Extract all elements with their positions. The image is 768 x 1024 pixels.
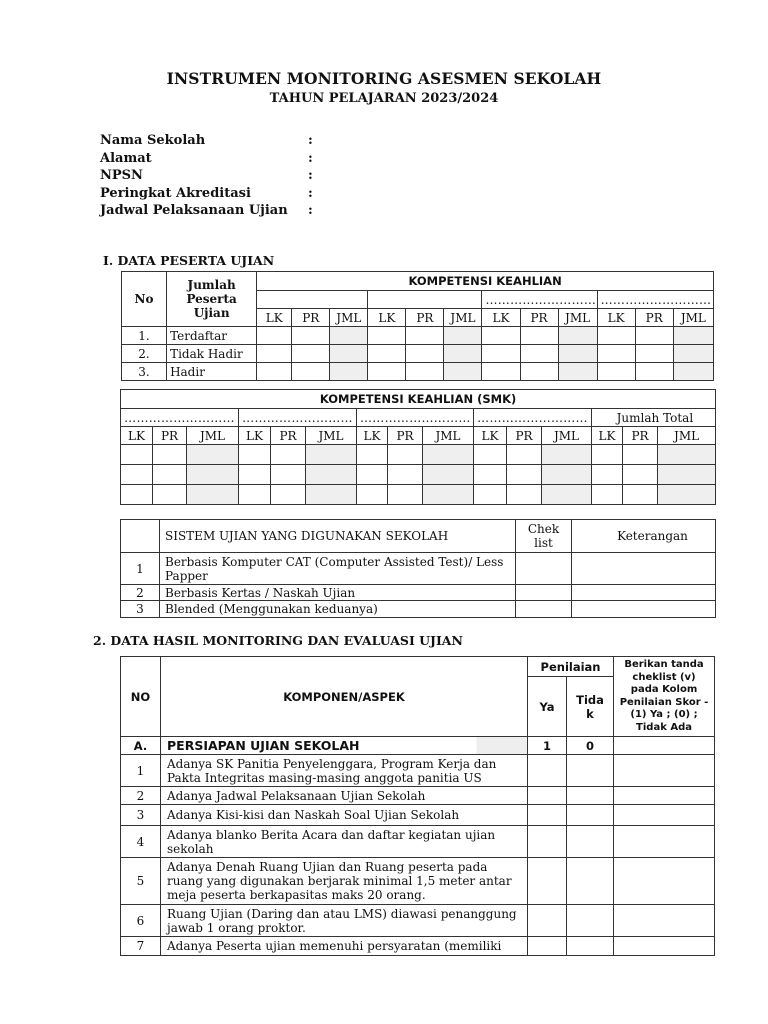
input-cell[interactable] — [635, 363, 673, 381]
input-cell[interactable] — [423, 445, 474, 465]
input-cell[interactable] — [153, 465, 187, 485]
row-number: 1. — [122, 327, 167, 345]
keterangan-cell[interactable] — [572, 553, 716, 585]
sub-header-jml: JML — [444, 309, 482, 327]
input-cell[interactable] — [520, 345, 558, 363]
kompetensi-group-label — [257, 291, 368, 309]
identity-row-npsn — [100, 167, 430, 185]
table-row — [121, 826, 715, 858]
row-number: 3. — [122, 363, 167, 381]
input-cell[interactable] — [388, 445, 423, 465]
group-score-tidak: 0 — [567, 737, 614, 755]
row-number: 2 — [121, 585, 160, 601]
table-row — [121, 905, 715, 937]
col-header-sistem: SISTEM UJIAN YANG DIGUNAKAN SEKOLAH — [160, 520, 516, 553]
group-number: A. — [121, 737, 161, 755]
row-number: 2 — [121, 787, 161, 805]
sub-header-pr: PR — [406, 309, 444, 327]
table-row — [122, 327, 714, 345]
input-cell[interactable] — [153, 485, 187, 505]
table-row — [121, 858, 715, 905]
table-row — [121, 445, 716, 465]
smk-competency-table — [120, 389, 716, 505]
sub-header-lk: LK — [239, 427, 271, 445]
input-cell[interactable] — [423, 465, 474, 485]
input-cell[interactable] — [592, 465, 623, 485]
score-tidak-cell[interactable] — [567, 755, 614, 787]
sub-header-lk: LK — [357, 427, 388, 445]
smk-group-label: ……………………… — [121, 409, 239, 427]
table-row — [121, 755, 715, 787]
input-cell[interactable] — [388, 485, 423, 505]
input-cell[interactable] — [357, 465, 388, 485]
identity-colon: : — [308, 133, 313, 149]
row-label: Berbasis Kertas / Naskah Ujian — [160, 585, 516, 601]
input-cell[interactable] — [121, 485, 153, 505]
row-label: Adanya SK Panitia Penyelenggara, Program Kerja dan Pakta Integritas masing-masing anggota panitia US — [161, 755, 528, 787]
input-cell[interactable] — [357, 445, 388, 465]
section-1-heading: I. DATA PESERTA UJIAN — [103, 253, 275, 268]
input-cell[interactable] — [623, 465, 658, 485]
identity-label: Peringkat Akreditasi — [100, 185, 251, 201]
checklist-cell[interactable] — [516, 585, 572, 601]
input-cell[interactable] — [271, 465, 306, 485]
col-header-no: NO — [121, 657, 161, 737]
input-cell[interactable] — [474, 465, 507, 485]
smk-group-label: ……………………… — [239, 409, 357, 427]
input-cell[interactable] — [330, 345, 368, 363]
input-cell[interactable] — [482, 345, 520, 363]
identity-label: Jadwal Pelaksanaan Ujian — [100, 203, 288, 219]
input-cell[interactable] — [239, 465, 271, 485]
input-cell[interactable] — [558, 345, 597, 363]
school-identity-block — [100, 132, 430, 220]
row-label: Adanya Kisi-kisi dan Naskah Soal Ujian Sekolah — [161, 805, 528, 826]
sub-header-jml: JML — [306, 427, 357, 445]
sub-header-jml: JML — [673, 309, 713, 327]
participant-table — [121, 271, 714, 381]
row-label: Adanya Denah Ruang Ujian dan Ruang peserta pada ruang yang digunakan berjarak minimal 1,5 meter antar meja peserta berkapasitas maks 20 orang. — [161, 858, 528, 905]
checklist-cell[interactable] — [516, 553, 572, 585]
row-number: 3 — [121, 601, 160, 618]
input-cell[interactable] — [187, 445, 239, 465]
col-header-checklist: Chek list — [516, 520, 572, 553]
input-cell[interactable] — [330, 327, 368, 345]
input-cell[interactable] — [635, 327, 673, 345]
sub-header-lk: LK — [121, 427, 153, 445]
note-cell[interactable] — [614, 755, 715, 787]
input-cell[interactable] — [482, 327, 520, 345]
input-cell[interactable] — [388, 465, 423, 485]
table-row — [122, 345, 714, 363]
group-label: PERSIAPAN UJIAN SEKOLAH — [161, 737, 528, 755]
smk-group-label-total: Jumlah Total — [592, 409, 716, 427]
input-cell[interactable] — [658, 465, 716, 485]
score-tidak-cell[interactable] — [567, 787, 614, 805]
input-cell[interactable] — [597, 327, 635, 345]
input-cell[interactable] — [153, 445, 187, 465]
sub-header-jml: JML — [187, 427, 239, 445]
input-cell[interactable] — [520, 327, 558, 345]
note-cell[interactable] — [614, 905, 715, 937]
sub-header-lk: LK — [597, 309, 635, 327]
input-cell[interactable] — [542, 445, 592, 465]
input-cell[interactable] — [271, 445, 306, 465]
score-ya-cell[interactable] — [528, 937, 567, 956]
table-row — [121, 601, 716, 618]
sub-header-jml: JML — [330, 309, 368, 327]
row-label: Ruang Ujian (Daring dan atau LMS) diawasi penanggung jawab 1 orang proktor. — [161, 905, 528, 937]
input-cell[interactable] — [121, 465, 153, 485]
smk-group-label: ……………………… — [357, 409, 474, 427]
table-row — [121, 937, 715, 956]
input-cell[interactable] — [673, 327, 713, 345]
score-tidak-cell[interactable] — [567, 826, 614, 858]
input-cell[interactable] — [330, 363, 368, 381]
identity-row-jadwal — [100, 202, 430, 220]
sub-header-lk: LK — [482, 309, 520, 327]
input-cell[interactable] — [271, 485, 306, 505]
table-row — [122, 363, 714, 381]
note-cell[interactable] — [614, 787, 715, 805]
input-cell[interactable] — [558, 327, 597, 345]
keterangan-cell[interactable] — [572, 601, 716, 618]
col-header-penilaian: Penilaian — [528, 657, 614, 677]
input-cell[interactable] — [187, 465, 239, 485]
input-cell[interactable] — [558, 363, 597, 381]
row-label: Tidak Hadir — [167, 345, 257, 363]
sub-header-pr: PR — [507, 427, 542, 445]
input-cell[interactable] — [673, 363, 713, 381]
identity-colon: : — [308, 203, 313, 219]
sub-header-lk: LK — [474, 427, 507, 445]
exam-system-table — [120, 519, 716, 618]
col-header-no: No — [122, 272, 167, 327]
row-number: 5 — [121, 858, 161, 905]
input-cell[interactable] — [292, 363, 330, 381]
input-cell[interactable] — [658, 485, 716, 505]
col-header-no-empty — [121, 520, 160, 553]
input-cell[interactable] — [257, 327, 292, 345]
group-score-ya: 1 — [528, 737, 567, 755]
table-row — [121, 553, 716, 585]
input-cell[interactable] — [444, 345, 482, 363]
score-tidak-cell[interactable] — [567, 858, 614, 905]
identity-colon: : — [308, 185, 313, 201]
input-cell[interactable] — [658, 445, 716, 465]
sub-header-jml: JML — [423, 427, 474, 445]
score-ya-cell[interactable] — [528, 787, 567, 805]
kompetensi-group-label: ……………………… — [597, 291, 713, 309]
row-number: 1 — [121, 553, 160, 585]
input-cell[interactable] — [507, 485, 542, 505]
input-cell[interactable] — [257, 345, 292, 363]
monitoring-table — [120, 656, 715, 956]
input-cell[interactable] — [121, 445, 153, 465]
score-ya-cell[interactable] — [528, 826, 567, 858]
input-cell[interactable] — [542, 485, 592, 505]
input-cell[interactable] — [292, 345, 330, 363]
col-header-instruction: Berikan tanda cheklist (v) pada Kolom Penilaian Skor - (1) Ya ; (0) ; Tidak Ada — [614, 657, 715, 737]
identity-label: Nama Sekolah — [100, 133, 206, 149]
input-cell[interactable] — [406, 363, 444, 381]
score-ya-cell[interactable] — [528, 905, 567, 937]
score-tidak-cell[interactable] — [567, 805, 614, 826]
row-number: 7 — [121, 937, 161, 956]
input-cell[interactable] — [474, 445, 507, 465]
document-subtitle: TAHUN PELAJARAN 2023/2024 — [269, 91, 499, 106]
input-cell[interactable] — [623, 445, 658, 465]
sub-header-lk: LK — [257, 309, 292, 327]
score-ya-cell[interactable] — [528, 805, 567, 826]
sub-header-pr: PR — [520, 309, 558, 327]
input-cell[interactable] — [306, 465, 357, 485]
smk-group-label: ……………………… — [474, 409, 592, 427]
input-cell[interactable] — [520, 363, 558, 381]
input-cell[interactable] — [423, 485, 474, 505]
note-cell[interactable] — [614, 826, 715, 858]
sub-header-pr: PR — [388, 427, 423, 445]
sub-header-jml: JML — [658, 427, 716, 445]
row-label: Terdaftar — [167, 327, 257, 345]
kompetensi-group-label — [368, 291, 482, 309]
table-row — [121, 585, 716, 601]
input-cell[interactable] — [592, 445, 623, 465]
sub-header-jml: JML — [542, 427, 592, 445]
input-cell[interactable] — [239, 445, 271, 465]
input-cell[interactable] — [406, 345, 444, 363]
row-label: Adanya Peserta ujian memenuhi persyaratan (memiliki — [161, 937, 528, 956]
input-cell[interactable] — [673, 345, 713, 363]
col-header-tidak: Tidak — [567, 677, 614, 737]
sub-header-lk: LK — [368, 309, 406, 327]
col-header-jumlah-peserta: Jumlah Peserta Ujian — [167, 272, 257, 327]
document-title: INSTRUMEN MONITORING ASESMEN SEKOLAH — [166, 69, 602, 88]
identity-colon: : — [308, 168, 313, 184]
input-cell[interactable] — [406, 327, 444, 345]
sub-header-jml: JML — [558, 309, 597, 327]
score-ya-cell[interactable] — [528, 858, 567, 905]
row-number: 2. — [122, 345, 167, 363]
note-cell[interactable] — [614, 805, 715, 826]
input-cell[interactable] — [597, 363, 635, 381]
checklist-cell[interactable] — [516, 601, 572, 618]
input-cell[interactable] — [368, 345, 406, 363]
row-number: 6 — [121, 905, 161, 937]
identity-row-alamat — [100, 150, 430, 168]
score-ya-cell[interactable] — [528, 755, 567, 787]
row-number: 4 — [121, 826, 161, 858]
input-cell[interactable] — [292, 327, 330, 345]
input-cell[interactable] — [444, 363, 482, 381]
input-cell[interactable] — [507, 465, 542, 485]
identity-label: NPSN — [100, 168, 143, 184]
input-cell[interactable] — [306, 445, 357, 465]
table-row — [121, 465, 716, 485]
sub-header-lk: LK — [592, 427, 623, 445]
input-cell[interactable] — [239, 485, 271, 505]
row-label: Blended (Menggunakan keduanya) — [160, 601, 516, 618]
input-cell[interactable] — [444, 327, 482, 345]
score-tidak-cell[interactable] — [567, 905, 614, 937]
sub-header-pr: PR — [153, 427, 187, 445]
input-cell[interactable] — [368, 327, 406, 345]
input-cell[interactable] — [597, 345, 635, 363]
group-row — [121, 737, 715, 755]
input-cell[interactable] — [474, 485, 507, 505]
smk-table-title: KOMPETENSI KEAHLIAN (SMK) — [121, 390, 716, 409]
input-cell[interactable] — [507, 445, 542, 465]
score-tidak-cell[interactable] — [567, 937, 614, 956]
input-cell[interactable] — [635, 345, 673, 363]
row-label: Adanya blanko Berita Acara dan daftar kegiatan ujian sekolah — [161, 826, 528, 858]
col-header-ya: Ya — [528, 677, 567, 737]
input-cell[interactable] — [482, 363, 520, 381]
table-row — [121, 485, 716, 505]
row-number: 1 — [121, 755, 161, 787]
identity-row-akreditasi — [100, 185, 430, 203]
sub-header-pr: PR — [271, 427, 306, 445]
input-cell[interactable] — [623, 485, 658, 505]
input-cell[interactable] — [257, 363, 292, 381]
input-cell[interactable] — [542, 465, 592, 485]
note-cell[interactable] — [614, 937, 715, 956]
input-cell[interactable] — [306, 485, 357, 505]
sub-header-pr: PR — [635, 309, 673, 327]
table-row — [121, 805, 715, 826]
section-2-heading: 2. DATA HASIL MONITORING DAN EVALUASI UJIAN — [93, 633, 463, 648]
row-label: Adanya Jadwal Pelaksanaan Ujian Sekolah — [161, 787, 528, 805]
identity-label: Alamat — [100, 150, 152, 166]
row-label: Hadir — [167, 363, 257, 381]
identity-row-nama-sekolah — [100, 132, 430, 150]
table-row — [121, 787, 715, 805]
kompetensi-group-label: ……………………… — [482, 291, 597, 309]
input-cell[interactable] — [187, 485, 239, 505]
note-cell[interactable] — [614, 858, 715, 905]
input-cell[interactable] — [592, 485, 623, 505]
identity-colon: : — [308, 150, 313, 166]
col-header-kompetensi: KOMPETENSI KEAHLIAN — [257, 272, 714, 291]
group-note-cell — [614, 737, 715, 755]
keterangan-cell[interactable] — [572, 585, 716, 601]
row-label: Berbasis Komputer CAT (Computer Assisted Test)/ Less Papper — [160, 553, 516, 585]
col-header-komponen: KOMPONEN/ASPEK — [161, 657, 528, 737]
input-cell[interactable] — [357, 485, 388, 505]
sub-header-pr: PR — [623, 427, 658, 445]
col-header-keterangan: Keterangan — [572, 520, 716, 553]
sub-header-pr: PR — [292, 309, 330, 327]
row-number: 3 — [121, 805, 161, 826]
input-cell[interactable] — [368, 363, 406, 381]
